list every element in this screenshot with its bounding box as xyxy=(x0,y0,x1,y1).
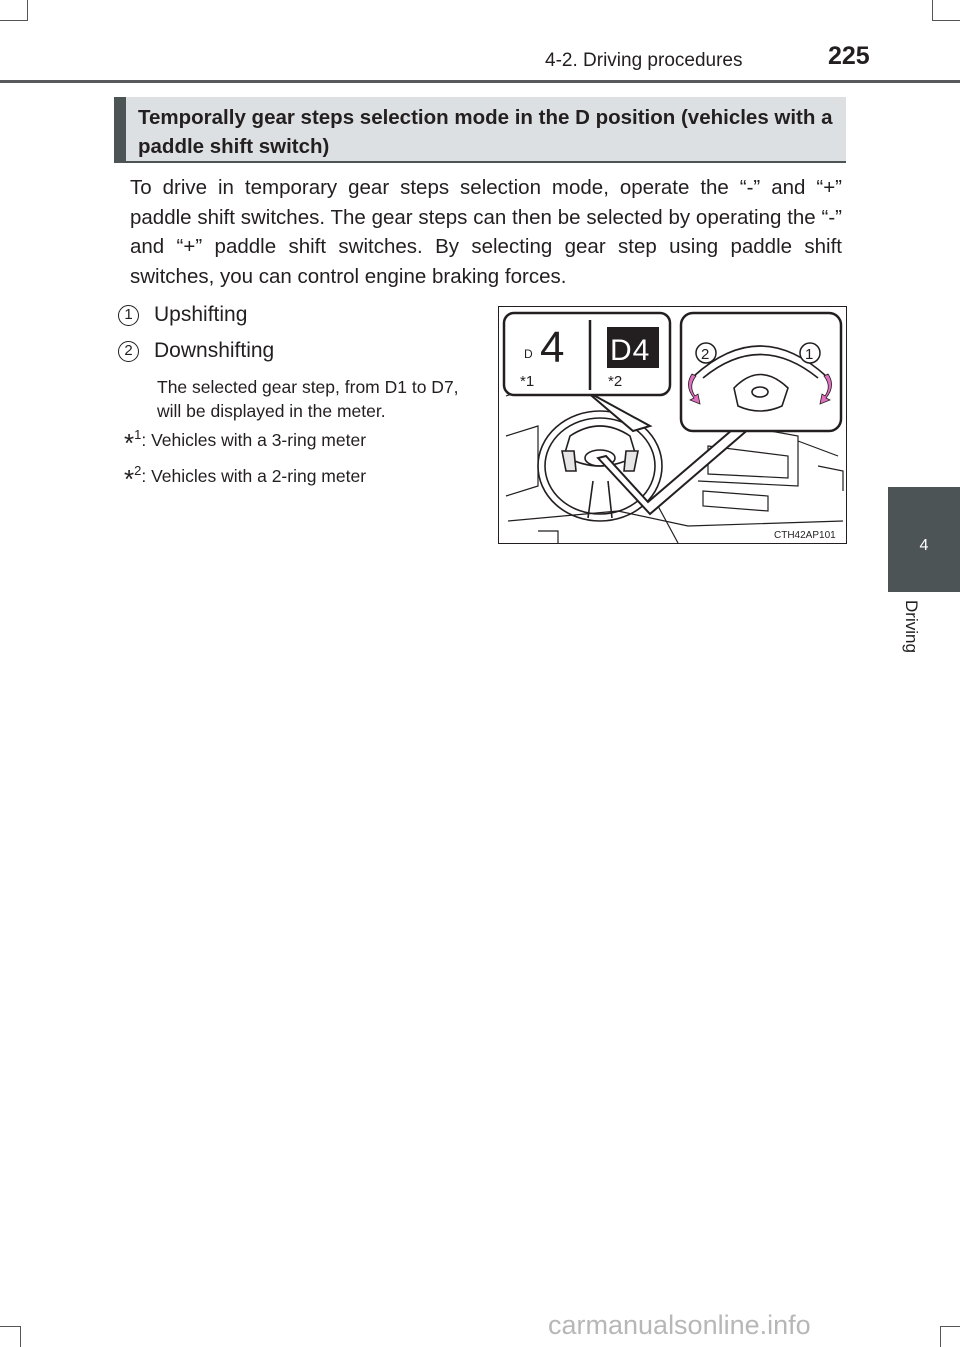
chapter-label: Driving xyxy=(902,600,921,653)
footnote-marker: 1 xyxy=(134,427,142,442)
star2-label: *2 xyxy=(608,373,623,390)
intro-paragraph: To drive in temporary gear steps selection mode, operate the “-” and “+” paddle shift switches. The gear steps can then be selected by operating the “-” and “+” paddle shift switches. By selecting gear step using paddle shift switches, you can control engine braking forces. xyxy=(130,176,842,288)
header-section-title: 4-2. Driving procedures xyxy=(545,50,743,71)
watermark: carmanualsonline.info xyxy=(548,1310,811,1340)
meter1-small-text: D xyxy=(524,347,533,361)
paddle-shift-illustration xyxy=(498,306,847,544)
callout-number-1: 1 xyxy=(805,346,814,363)
page-number: 225 xyxy=(828,42,870,70)
number-badge: 1 xyxy=(118,305,139,326)
meter1-gear-digit: 4 xyxy=(540,323,565,372)
meter2-display-text: D4 xyxy=(610,334,651,367)
crop-mark xyxy=(0,20,28,21)
chapter-number: 4 xyxy=(919,537,929,554)
chapter-tab[interactable] xyxy=(888,487,960,592)
footnote-text: : Vehicles with a 3-ring meter xyxy=(141,429,367,450)
footnote-text: : Vehicles with a 2-ring meter xyxy=(141,465,367,486)
list-item-downshifting xyxy=(118,339,274,363)
list-item-upshifting xyxy=(118,303,247,327)
section-title: Temporally gear steps selection mode in the D position (vehicles with a paddle shift switch) xyxy=(114,97,846,163)
figure-code: CTH42AP101 xyxy=(774,530,836,541)
asterisk: * xyxy=(124,463,135,494)
crop-mark xyxy=(940,1326,960,1327)
footnote-2 xyxy=(124,463,366,495)
item-label: Upshifting xyxy=(154,303,248,326)
paddle-callout xyxy=(681,313,841,431)
crop-mark xyxy=(932,20,960,21)
crop-mark xyxy=(932,0,933,20)
crop-mark xyxy=(0,1326,20,1327)
footnote-1 xyxy=(124,427,366,459)
gear-display-note: The selected gear step, from D1 to D7, will be displayed in the meter. xyxy=(157,377,459,421)
footnote-marker: 2 xyxy=(134,463,142,478)
crop-mark xyxy=(940,1326,941,1347)
star1-label: *1 xyxy=(520,373,535,390)
crop-mark xyxy=(27,0,28,20)
item-label: Downshifting xyxy=(154,339,275,362)
header-rule xyxy=(0,80,960,83)
callout-number-2: 2 xyxy=(701,346,710,363)
asterisk: * xyxy=(124,427,135,458)
crop-mark xyxy=(20,1326,21,1347)
number-badge: 2 xyxy=(118,341,139,362)
